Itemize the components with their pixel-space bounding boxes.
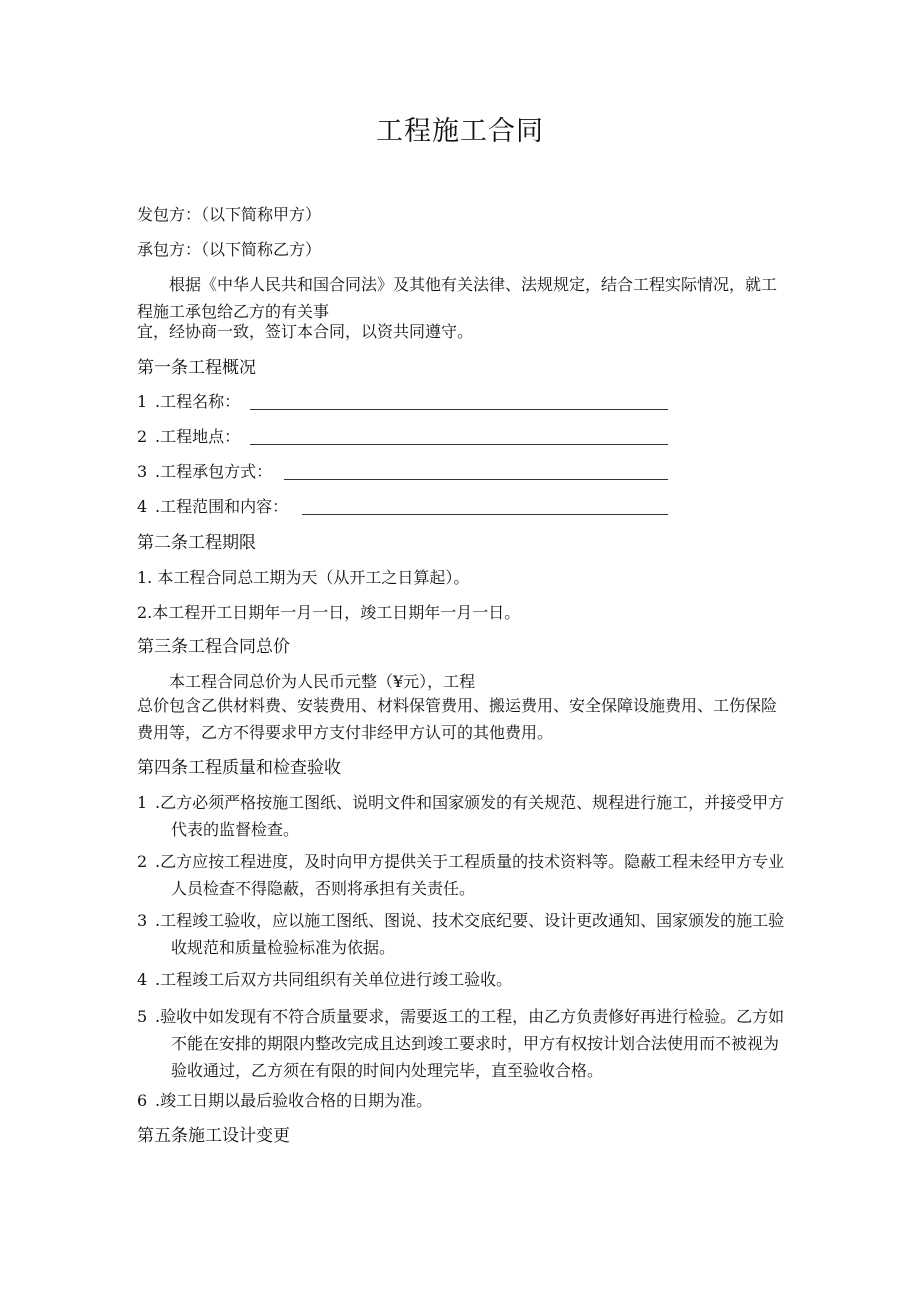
item-text: .乙方必须严格按施工图纸、说明文件和国家颁发的有关规范、规程进行施工，并接受甲方代表的监督检查。 — [155, 793, 785, 839]
article-2-heading: 第二条工程期限 — [137, 533, 256, 553]
field-label: .工程范围和内容： — [155, 497, 289, 516]
contract-method-blank[interactable] — [284, 479, 668, 480]
item-text: .竣工日期以最后验收合格的日期为准。 — [155, 1091, 433, 1110]
field-contract-method — [137, 460, 272, 484]
article-3-heading: 第三条工程合同总价 — [137, 637, 290, 657]
period-item-2: 2.本工程开工日期年一月一日，竣工日期年一月一日。 — [137, 603, 521, 622]
preamble-continuation: 宜，经协商一致，签订本合同，以资共同遵守。 — [137, 322, 474, 341]
price-paragraph: 总价包含乙供材料费、安装费用、材料保管费用、搬运费用、安全保障设施费用、工伤保险费用等，乙方不得要求甲方支付非经甲方认可的其他费用。 — [137, 696, 778, 742]
quality-item-2 — [137, 848, 787, 902]
field-project-location — [137, 425, 240, 449]
field-number: 3 — [137, 462, 148, 481]
field-label: .工程地点： — [155, 427, 241, 446]
quality-item-4 — [137, 966, 787, 993]
item-text: .乙方应按工程进度，及时向甲方提供关于工程质量的技术资料等。隐蔽工程未经甲方专业人员检查不得隐蔽，否则将承担有关责任。 — [155, 852, 785, 898]
project-name-blank[interactable] — [250, 409, 668, 410]
quality-item-6 — [137, 1087, 787, 1114]
item-number: 1 — [137, 793, 148, 812]
item-number: 4 — [137, 970, 148, 989]
article-5-heading: 第五条施工设计变更 — [137, 1126, 290, 1146]
field-project-name — [137, 390, 240, 414]
field-label: .工程承包方式： — [155, 462, 273, 481]
item-text: .工程竣工后双方共同组织有关单位进行竣工验收。 — [155, 970, 513, 989]
preamble-paragraph: 根据《中华人民共和国合同法》及其他有关法律、法规规定，结合工程实际情况，就工程施工承包给乙方的有关事 — [137, 275, 778, 321]
item-number: 2 — [137, 852, 148, 871]
item-number: 6 — [137, 1091, 148, 1110]
item-text: .工程竣工验收，应以施工图纸、图说、技术交底纪要、设计更改通知、国家颁发的施工验收规范和质量检验标准为依据。 — [155, 911, 785, 957]
article-4-heading: 第四条工程质量和检查验收 — [137, 758, 341, 778]
scope-blank[interactable] — [302, 514, 668, 515]
field-number: 1 — [137, 392, 148, 411]
field-number: 4 — [137, 497, 148, 516]
price-line: 本工程合同总价为人民币元整（¥元），工程 — [169, 672, 476, 691]
quality-item-1 — [137, 789, 787, 843]
field-label: .工程名称： — [155, 392, 241, 411]
document-title: 工程施工合同 — [376, 116, 544, 147]
period-item-1: 1. 本工程合同总工期为天（从开工之日算起）。 — [137, 568, 470, 587]
field-number: 2 — [137, 427, 148, 446]
quality-item-5 — [137, 1003, 787, 1084]
project-location-blank[interactable] — [250, 444, 668, 445]
contractor-line: 承包方：（以下简称乙方） — [137, 240, 322, 259]
article-1-heading: 第一条工程概况 — [137, 358, 256, 378]
item-number: 3 — [137, 911, 148, 930]
field-scope — [137, 495, 288, 519]
quality-item-3 — [137, 907, 787, 961]
item-number: 5 — [137, 1007, 148, 1026]
item-text: .验收中如发现有不符合质量要求，需要返工的工程，由乙方负责修好再进行检验。乙方如不能在安排的期限内整改完成且达到竣工要求时，甲方有权按计划合法使用而不被视为验收通过，乙方须在有限的时间内处理完毕，直至验收合格。 — [155, 1007, 785, 1080]
employer-line: 发包方：（以下简称甲方） — [137, 205, 322, 224]
